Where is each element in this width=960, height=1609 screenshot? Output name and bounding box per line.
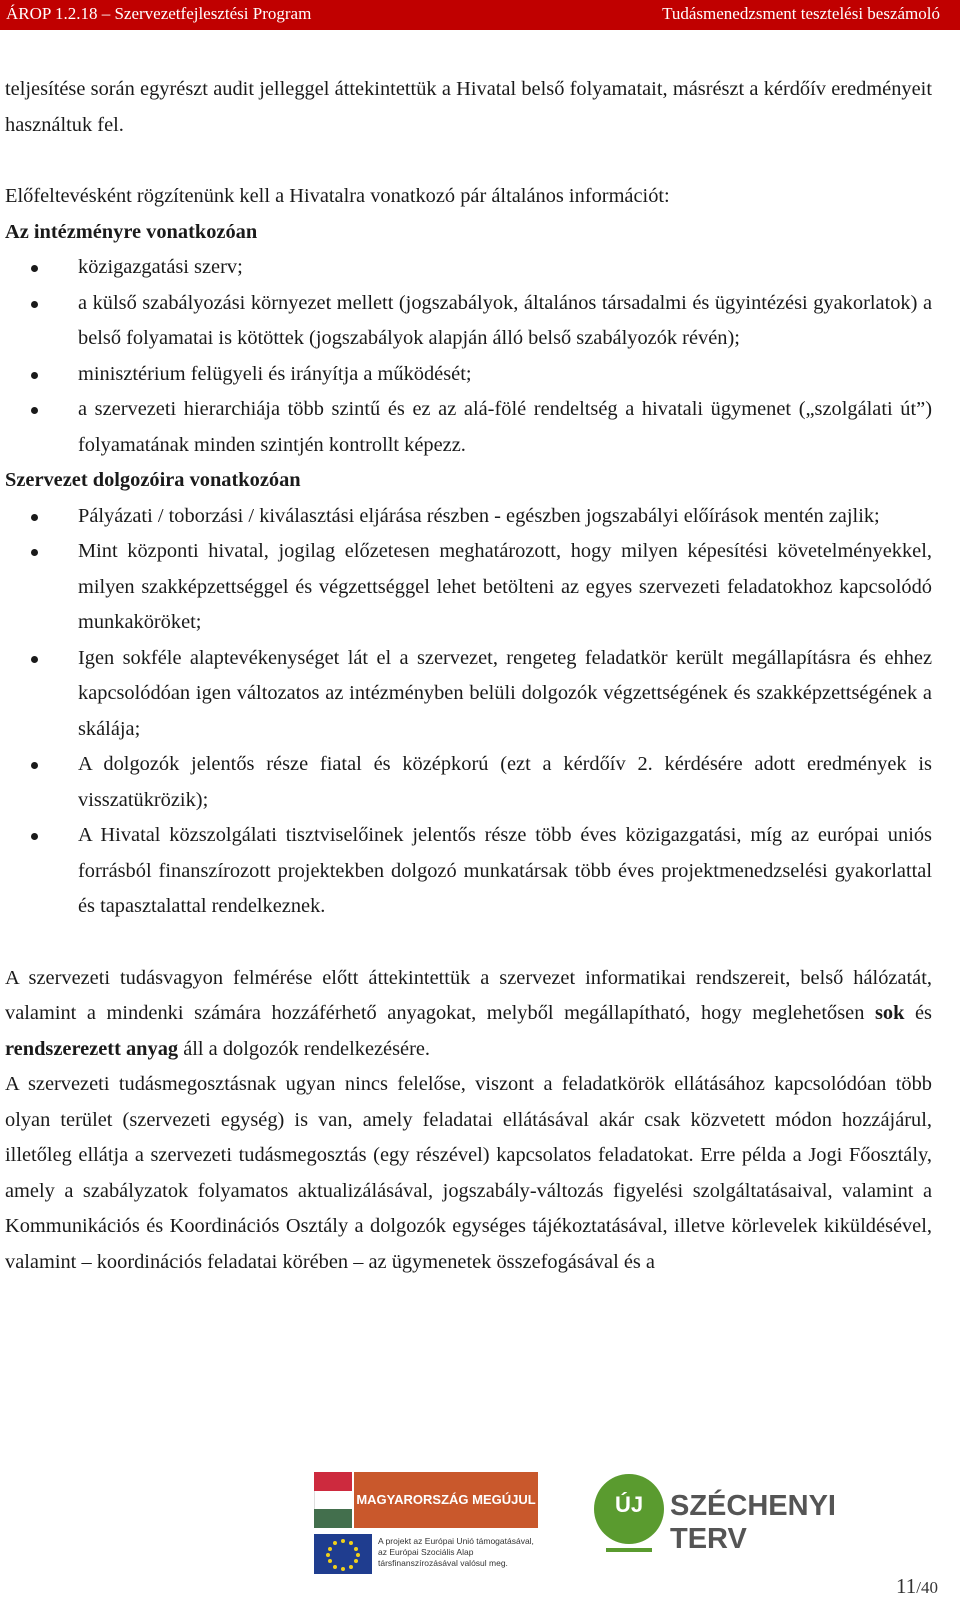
list-item: a szervezeti hierarchiája több szintű és ez az alá-fölé rendeltség a hivatali ügymenet („szolgálati út”) folyamatának minden szintjén kontrollt képezz.: [5, 392, 932, 463]
list-item: közigazgatási szerv;: [5, 250, 932, 286]
intro-paragraph: teljesítése során egyrészt audit jelleggel áttekintettük a Hivatal belső folyamatait, másrészt a kérdőív eredményeit használtuk fel.: [5, 78, 932, 136]
list-item: a külső szabályozási környezet mellett (jogszabályok, általános társadalmi és ügyintézési gyakorlatok) a belső folyamatai is kötöttek (jogszabályok alapján álló belső szabályozók révén);: [5, 286, 932, 357]
knowledge-sharing-paragraph: A szervezeti tudásmegosztásnak ugyan nincs felelőse, viszont a feladatkörök ellátásához kapcsolódóan több olyan terület (szervezeti egység) is van, amely feladatai ellátásával akár csak közvetett módon hozzájárul, illetőleg ellátja a szervezeti tudásmegosztás (egy részével) kapcsolatos feladatokat. Erre példa a Jogi Főosztály, amely a szabályzatok folyamatos aktualizálásával, jogszabály-változás figyelési szolgáltatásaival, valamint a Kommunikációs és Koordinációs Osztály a dolgozók egységes tájékoztatásával, illetve körlevelek kiküldésével, valamint – koordinációs feladatai körében – az ügymenetek összefogásával és a: [5, 1073, 932, 1273]
szechenyi-circle-icon: ÚJ: [594, 1474, 664, 1544]
premise-paragraph: Előfeltevésként rögzítenünk kell a Hivatalra vonatkozó pár általános információt:: [5, 185, 670, 207]
eu-flag-icon: [314, 1534, 372, 1574]
list-item: Mint központi hivatal, jogilag előzetesen meghatározott, hogy milyen képesítési követelményekkel, milyen szakképzettséggel és végzettséggel lehet betölteni az egyes szervezeti feladatokhoz kapcsolódó munkaköröket;: [5, 534, 932, 641]
magyarorszag-megujul-logo: [314, 1472, 538, 1590]
header-report-title: Tudásmenedzsment tesztelési beszámoló: [662, 4, 940, 23]
eu-funding-note: A projekt az Európai Unió támogatásával, az Európai Szociális Alap társfinanszírozásával valósul meg.: [378, 1536, 534, 1568]
page-number: 11/40: [896, 1574, 938, 1598]
list-item: A dolgozók jelentős része fiatal és középkorú (ezt a kérdőív 2. kérdésére adott eredmények is visszatükrözik);: [5, 747, 932, 818]
list-item: A Hivatal közszolgálati tisztviselőinek jelentős része több éves közigazgatási, míg az európai uniós forrásból finanszírozott projektekben dolgozó munkatársak több éves projektmenedzselési gyakorlattal és tapasztalattal rendelkeznek.: [5, 818, 932, 925]
employees-list: [5, 499, 932, 925]
section-heading-institution: Az intézményre vonatkozóan: [5, 220, 258, 243]
it-systems-paragraph: A szervezeti tudásvagyon felmérése előtt áttekintettük a szervezet informatikai rendszereit, belső hálózatát, valamint a mindenki számára hozzáférhető anyagokat, melyből megállapítható, hogy meglehetősen sok és rendszerezett anyag áll a dolgozók rendelkezésére.: [5, 966, 932, 1060]
magyarorszag-banner: MAGYARORSZÁG MEGÚJUL: [354, 1472, 538, 1528]
list-item: Pályázati / toborzási / kiválasztási eljárása részben - egészben jogszabályi előírások mentén zajlik;: [5, 499, 932, 535]
list-item: minisztérium felügyeli és irányítja a működését;: [5, 357, 932, 393]
section-heading-employees: Szervezet dolgozóira vonatkozóan: [5, 469, 301, 491]
page-header: [0, 0, 960, 30]
szechenyi-terv-logo: [594, 1474, 864, 1584]
page-footer: [0, 1460, 960, 1609]
institution-list: [5, 250, 932, 463]
hungarian-flag-icon: [314, 1472, 352, 1528]
header-program: ÁROP 1.2.18 – Szervezetfejlesztési Program: [6, 4, 312, 23]
szechenyi-terv-text: SZÉCHENYI TERV: [670, 1490, 836, 1555]
list-item: Igen sokféle alaptevékenységet lát el a szervezet, rengeteg feladatkör került megállapításra és ehhez kapcsolódóan igen változatos az intézményben belüli dolgozók végzettségének és szakképzettségének a skálája;: [5, 641, 932, 748]
document-body: [5, 72, 932, 1280]
